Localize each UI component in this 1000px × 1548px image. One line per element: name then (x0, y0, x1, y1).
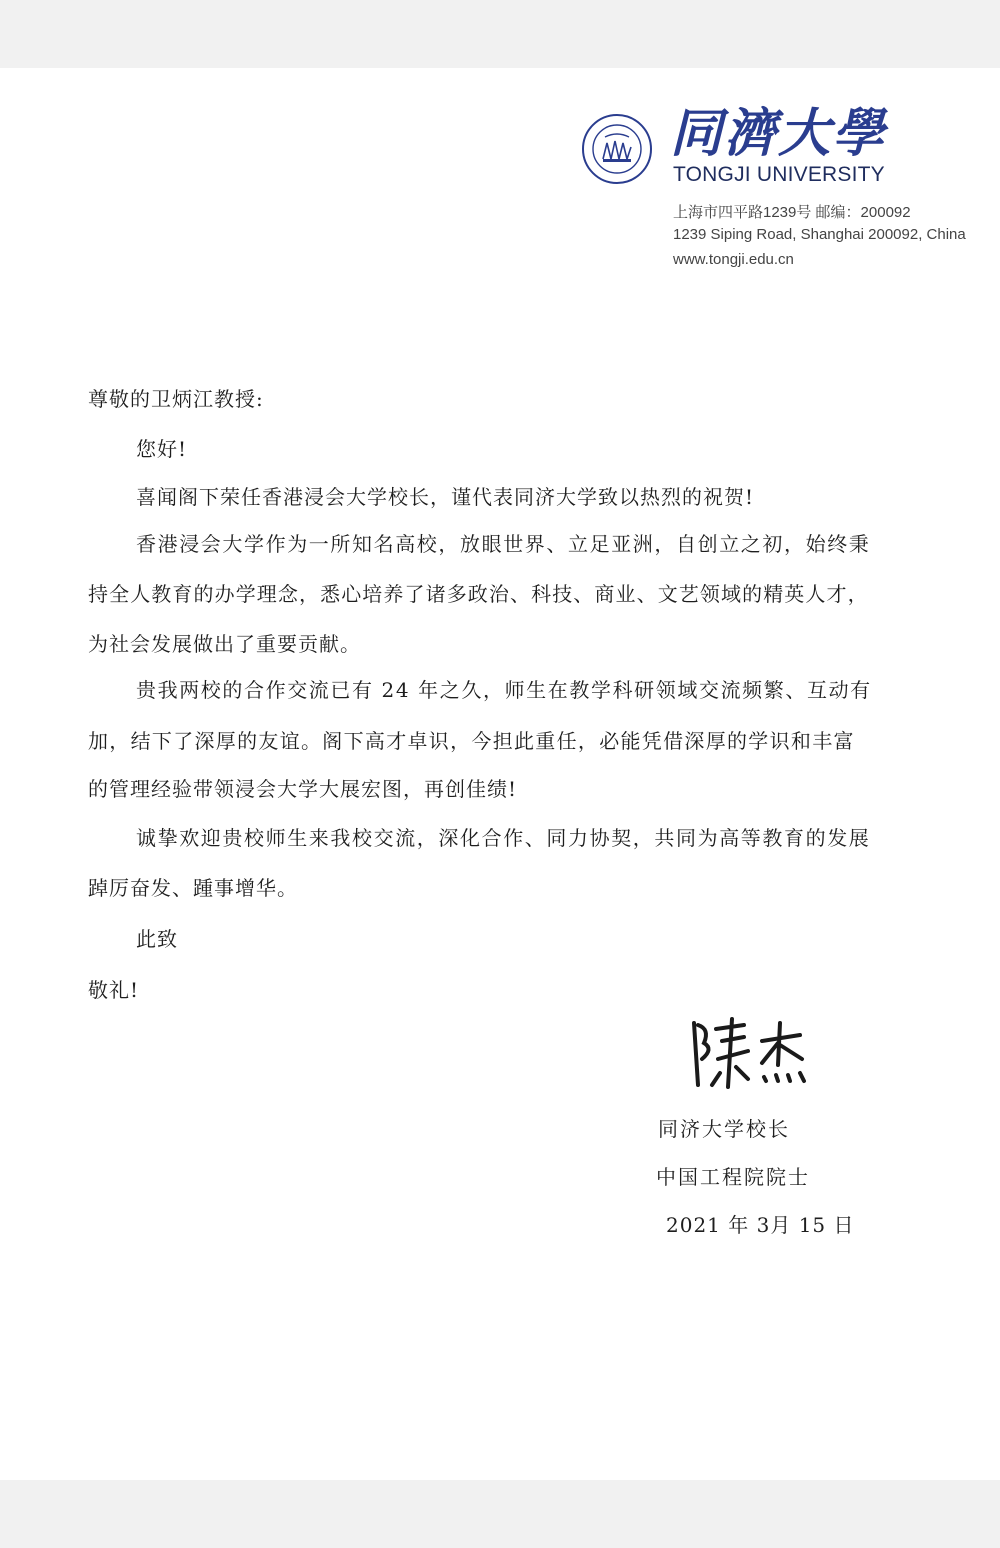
body-line: 持全人教育的办学理念，悉心培养了诸多政治、科技、商业、文艺领域的精英人才， (88, 582, 869, 606)
handwritten-signature (688, 1015, 816, 1095)
body-line: 贵我两校的合作交流已有 24 年之久，师生在教学科研领域交流频繁、互动有 (136, 678, 872, 702)
university-name-cn: 同濟大學 (670, 103, 887, 164)
body-line: 踔厉奋发、踵事增华。 (88, 876, 298, 900)
body-line: 香港浸会大学作为一所知名高校，放眼世界、立足亚洲，自创立之初，始终秉 (136, 532, 871, 556)
body-line: 的管理经验带领浸会大学大展宏图，再创佳绩! (88, 777, 518, 801)
signer-title: 同济大学校长 (658, 1117, 790, 1141)
body-line: 为社会发展做出了重要贡献。 (88, 632, 361, 656)
website-link[interactable]: www.tongji.edu.cn (673, 251, 794, 268)
address-cn: 上海市四平路1239号 邮编：200092 (673, 204, 911, 221)
closing-cizhi: 此致 (136, 927, 178, 951)
address-en: 1239 Siping Road, Shanghai 200092, China (673, 226, 966, 243)
letter-page (0, 68, 1000, 1480)
closing-jingli: 敬礼! (88, 978, 140, 1002)
university-seal-icon (581, 113, 653, 185)
letter-date: 2021 年 3月 15 日 (666, 1213, 855, 1237)
university-name-en: TONGJI UNIVERSITY (673, 163, 885, 186)
body-line: 喜闻阁下荣任香港浸会大学校长，谨代表同济大学致以热烈的祝贺! (136, 485, 755, 509)
salutation: 尊敬的卫炳江教授: (88, 387, 264, 411)
signer-honor: 中国工程院院士 (656, 1165, 810, 1189)
body-line: 诚挚欢迎贵校师生来我校交流，深化合作、同力协契，共同为高等教育的发展 (136, 826, 871, 850)
body-line: 加，结下了深厚的友谊。阁下高才卓识，今担此重任，必能凭借深厚的学识和丰富 (88, 729, 855, 753)
greeting: 您好! (136, 437, 188, 461)
